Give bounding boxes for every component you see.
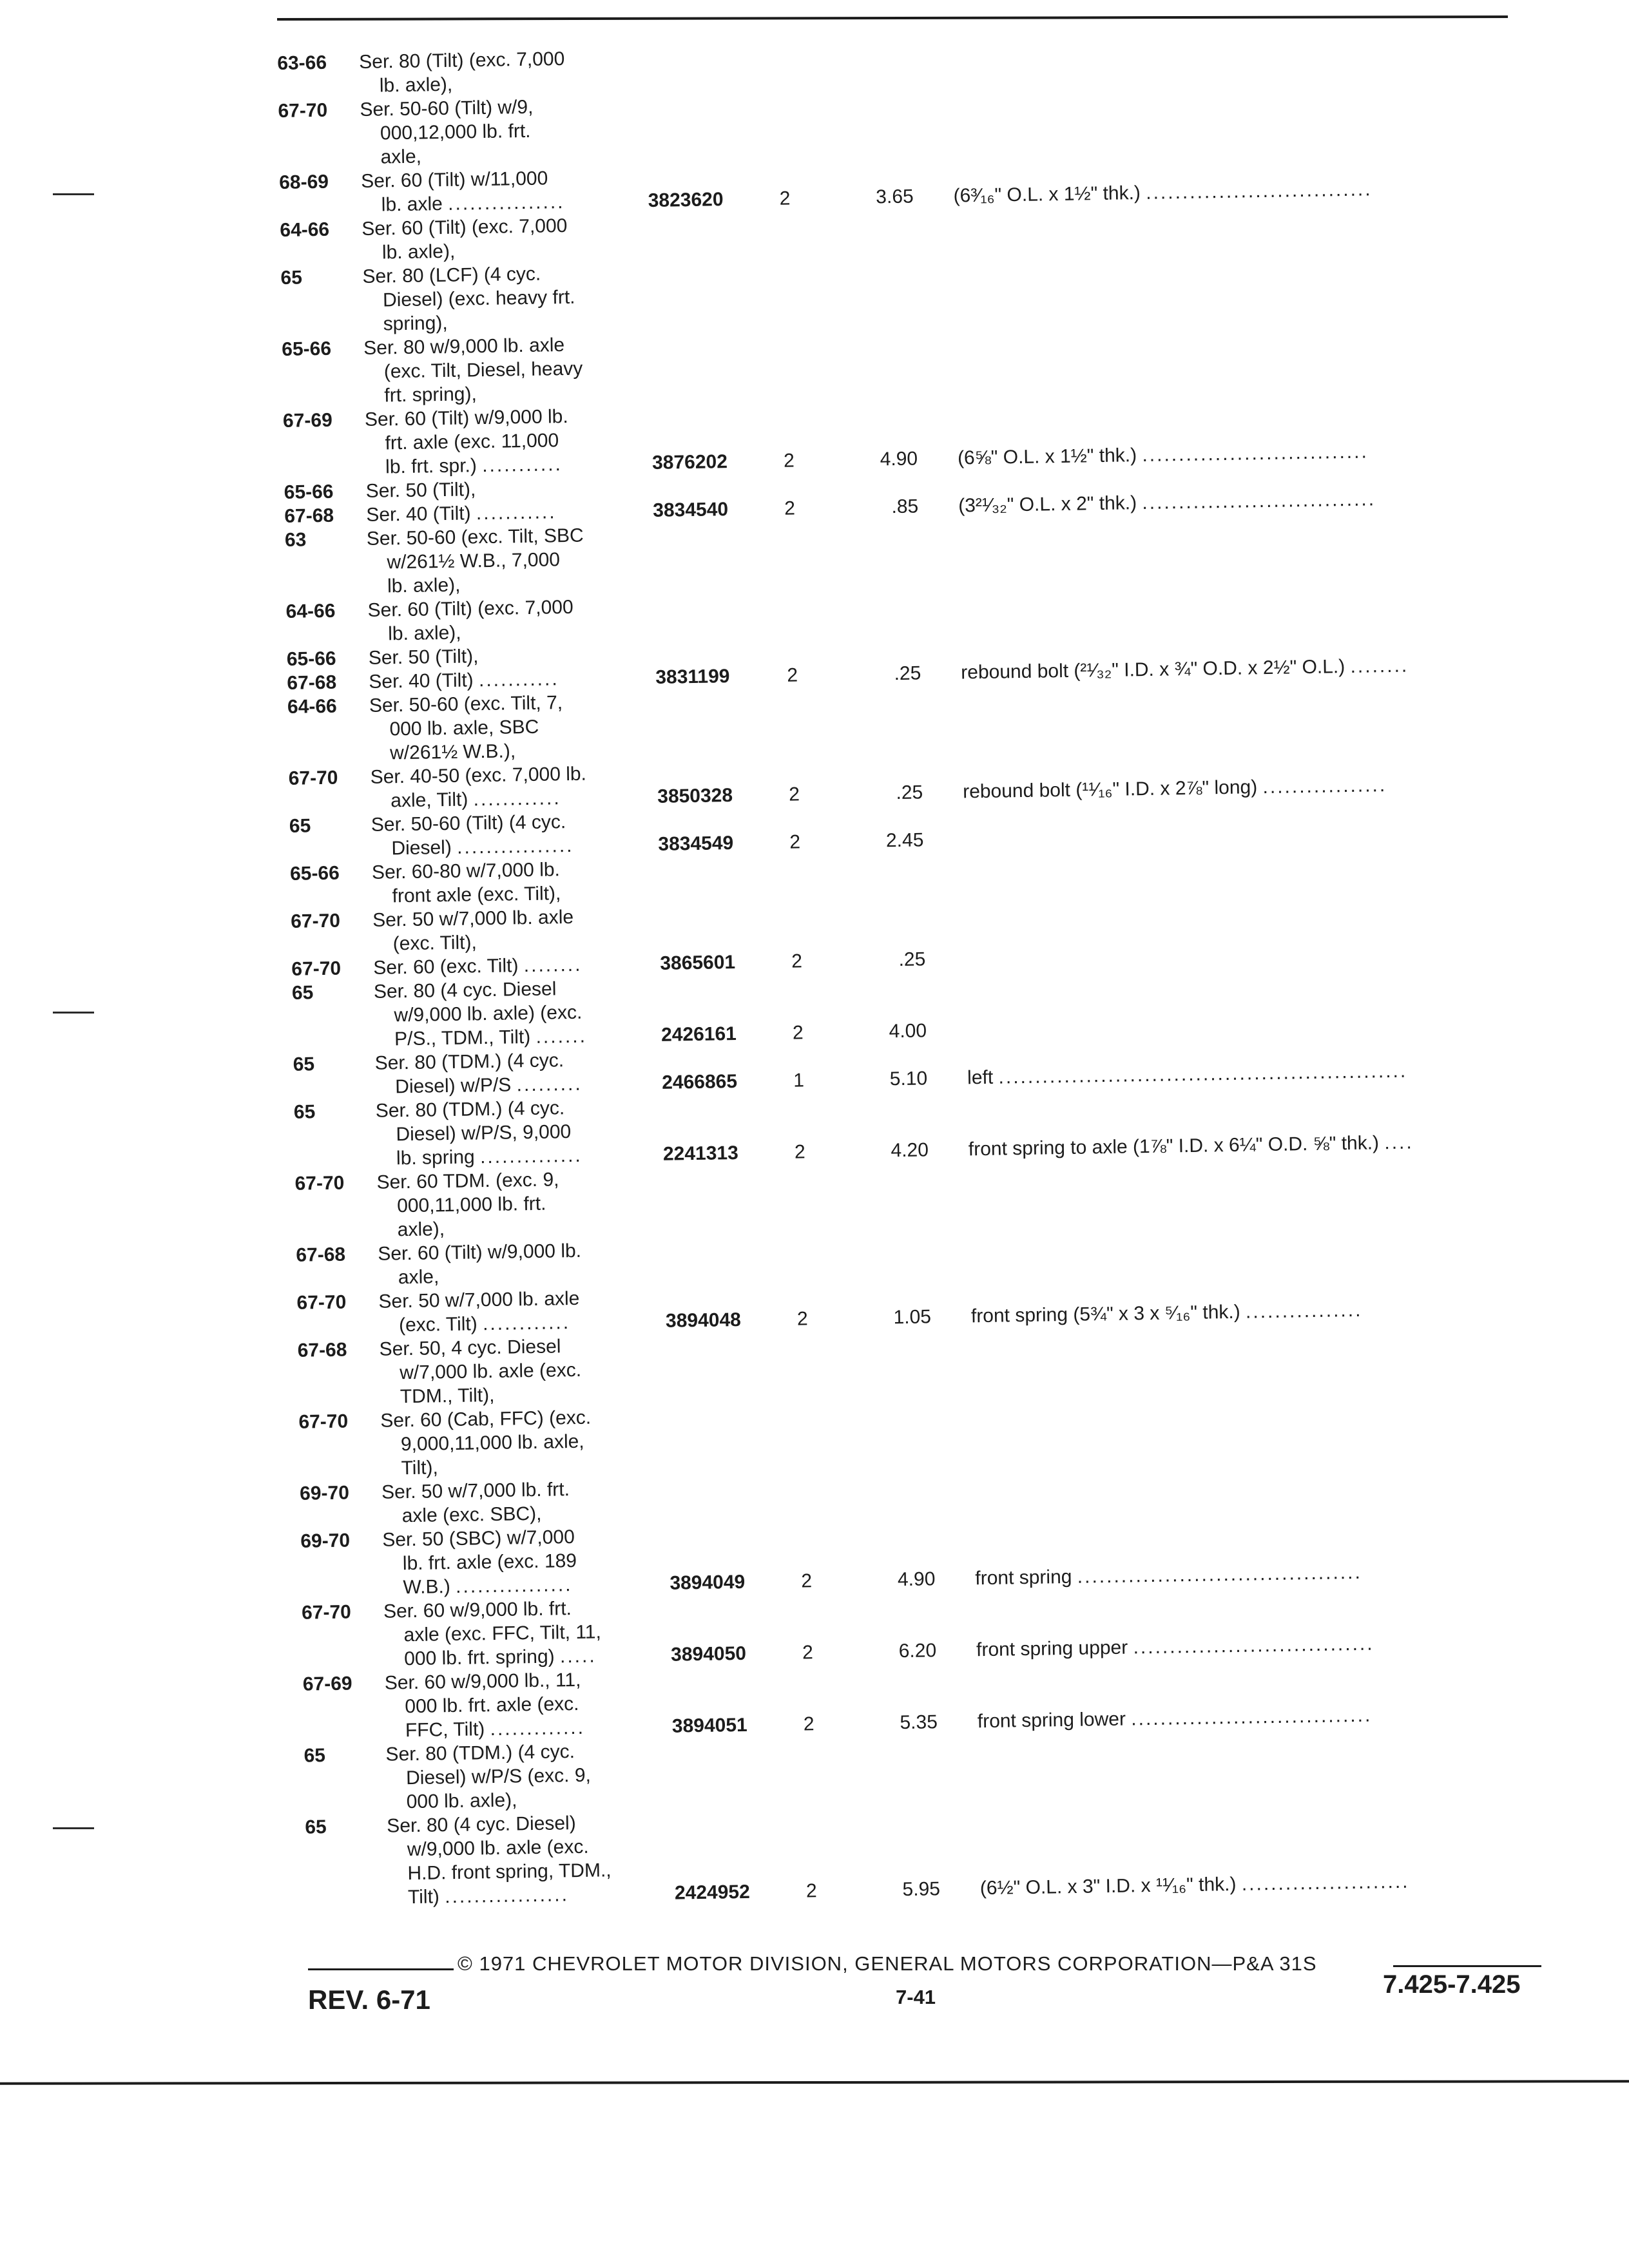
application-text	[378, 1239, 581, 1266]
application-label: lb. axle),	[381, 240, 456, 264]
application-label: Ser. 80 w/9,000 lb. axle	[363, 334, 565, 359]
application-label: lb. axle),	[379, 73, 453, 97]
application-label: Ser. 50-60 (exc. Tilt, 7,	[369, 692, 563, 716]
quantity: 2	[789, 831, 801, 853]
application-label: Diesel) w/P/S (exc. 9,	[405, 1764, 592, 1789]
application-label: W.B.)	[403, 1576, 451, 1599]
price: 1.05	[893, 1306, 932, 1329]
application-label: Ser. 60 w/9,000 lb. frt.	[383, 1598, 572, 1622]
model-years: 65-66	[286, 648, 336, 670]
model-years: 67-70	[301, 1601, 352, 1624]
quantity: 2	[791, 950, 803, 972]
price: 4.20	[891, 1139, 929, 1162]
dot-leader: ................	[455, 1574, 573, 1597]
application-text	[360, 95, 534, 122]
model-years: 67-70	[296, 1291, 347, 1314]
dot-leader: ................	[456, 834, 574, 858]
application-text	[365, 477, 476, 503]
model-years: 65	[293, 1101, 316, 1123]
application-text	[396, 1144, 583, 1171]
remarks-text: rebound bolt (²¹⁄₃₂" I.D. x ¾" O.D. x 2½" O.L.)	[961, 656, 1345, 684]
application-text	[400, 1358, 581, 1385]
application-label: Ser. 50 (Tilt),	[368, 646, 479, 669]
application-text	[382, 240, 456, 265]
dot-leader: ...............................	[1145, 178, 1373, 204]
quantity: 2	[803, 1713, 815, 1735]
application-label: Ser. 80 (TDM.) (4 cyc.	[375, 1097, 565, 1122]
dot-leader: ................	[1245, 1299, 1363, 1323]
application-text	[395, 1072, 583, 1099]
price: 2.45	[885, 829, 924, 852]
application-text	[369, 644, 479, 670]
application-text	[374, 977, 557, 1003]
remarks-text: rebound bolt (¹¹⁄₁₆" I.D. x 2⅞" long)	[962, 776, 1258, 803]
application-text	[366, 500, 557, 527]
dot-leader: ........................................................	[998, 1060, 1408, 1088]
part-number: 3865601	[660, 952, 736, 974]
model-years: 69-70	[299, 1482, 350, 1504]
dot-leader: .................................	[1133, 1633, 1374, 1658]
application-text	[398, 1265, 439, 1289]
dot-leader: .............	[490, 1716, 586, 1740]
application-text	[408, 1883, 569, 1909]
application-text	[399, 1311, 571, 1337]
model-years: 67-70	[294, 1172, 345, 1195]
dot-leader: .......................................	[1077, 1561, 1363, 1588]
remarks-text: (6³⁄₁₆" O.L. x 1½" thk.)	[953, 182, 1141, 207]
remarks-text: front spring	[975, 1566, 1072, 1590]
application-label: Ser. 50 (Tilt),	[365, 479, 476, 502]
quantity: 2	[787, 664, 798, 686]
quantity: 2	[796, 1308, 808, 1330]
part-number: 3894049	[670, 1571, 746, 1594]
dot-leader: ...........	[481, 454, 563, 477]
application-text	[394, 1001, 582, 1028]
application-text	[361, 214, 568, 241]
application-label: 000 lb. frt. axle (exc.	[405, 1693, 579, 1718]
quantity: 2	[802, 1642, 814, 1664]
remarks-text: left	[967, 1066, 994, 1089]
dot-leader: ...........	[478, 668, 559, 691]
application-label: Ser. 50, 4 cyc. Diesel	[379, 1336, 561, 1360]
part-number: 2426161	[660, 1023, 737, 1046]
model-years: 67-68	[284, 505, 334, 527]
application-text	[376, 1096, 565, 1123]
application-label: lb. spring	[396, 1146, 475, 1169]
application-text	[400, 1383, 495, 1408]
application-label: Diesel) w/P/S	[395, 1074, 512, 1098]
application-text	[373, 953, 583, 980]
application-text	[379, 1334, 561, 1361]
model-years: 69-70	[300, 1530, 351, 1552]
application-text	[367, 524, 584, 551]
application-text	[389, 715, 539, 742]
application-label: Ser. 80 (LCF) (4 cyc.	[362, 263, 541, 287]
quantity: 2	[779, 187, 791, 209]
application-label: Ser. 50 w/7,000 lb. axle	[372, 906, 574, 931]
application-text	[397, 1217, 445, 1242]
model-years: 67-68	[296, 1244, 346, 1266]
quantity: 1	[793, 1070, 805, 1091]
application-label: frt. axle (exc. 11,000	[385, 430, 559, 454]
part-number: 3834540	[653, 499, 729, 521]
application-label: Ser. 60 (Cab, FFC) (exc.	[380, 1407, 592, 1432]
model-years: 67-69	[302, 1673, 352, 1695]
page-number: 7-41	[896, 1986, 936, 2008]
model-years: 67-70	[290, 910, 341, 932]
binding-mark	[53, 1827, 94, 1829]
quantity: 2	[783, 450, 795, 472]
part-number: 2241313	[662, 1142, 738, 1165]
application-label: Ser. 50-60 (Tilt) (4 cyc.	[371, 811, 566, 836]
price: 4.90	[897, 1568, 936, 1591]
part-number: 2424952	[674, 1881, 751, 1904]
model-years: 67-68	[287, 671, 337, 694]
dot-leader: ....	[1384, 1131, 1414, 1154]
application-label: Ser. 80 (TDM.) (4 cyc.	[374, 1050, 564, 1074]
application-label: Ser. 40-50 (exc. 7,000 lb.	[370, 763, 587, 788]
application-label: spring),	[383, 312, 448, 335]
application-label: (exc. Tilt)	[398, 1313, 477, 1336]
application-text	[381, 1477, 570, 1504]
application-label: 000 lb. axle),	[406, 1789, 517, 1813]
remarks-text: (6⅝" O.L. x 1½" thk.)	[957, 445, 1137, 469]
price: 4.00	[889, 1020, 927, 1043]
application-label: Ser. 50 w/7,000 lb. axle	[378, 1287, 580, 1312]
price: .25	[896, 782, 923, 804]
price: 4.90	[880, 448, 918, 470]
application-text	[381, 190, 564, 216]
dot-leader: ........	[523, 954, 583, 977]
dot-leader: .................................	[1131, 1704, 1373, 1730]
dot-leader: ................................	[1142, 488, 1376, 514]
dot-leader: ...............................	[1142, 441, 1369, 466]
application-text	[385, 1668, 581, 1695]
application-label: (exc. Tilt, Diesel, heavy	[383, 358, 583, 383]
application-label: Ser. 60 (Tilt) w/11,000	[360, 168, 548, 192]
application-text	[359, 47, 565, 74]
application-text	[405, 1716, 586, 1742]
application-text	[387, 573, 461, 599]
model-years: 67-69	[282, 409, 333, 432]
dot-leader: ...........	[476, 501, 557, 524]
remarks-text: front spring (5¾" x 3 x ⁵⁄₁₆" thk.)	[970, 1301, 1240, 1327]
application-text	[380, 119, 531, 146]
application-label: Tilt),	[401, 1457, 439, 1479]
application-text	[369, 667, 559, 694]
dot-leader: .......................	[1241, 1870, 1410, 1895]
application-text	[380, 145, 421, 169]
dot-leader: .........	[516, 1073, 583, 1096]
price: .25	[894, 662, 921, 685]
application-text	[372, 858, 560, 885]
application-text	[391, 834, 574, 860]
application-text	[367, 595, 574, 622]
application-label: axle),	[397, 1218, 445, 1241]
revision-label: REV. 6-71	[308, 1984, 430, 2015]
application-text	[384, 357, 583, 384]
remarks-text: (6½" O.L. x 3" I.D. x ¹¹⁄₁₆" thk.)	[979, 1873, 1237, 1899]
application-label: 9,000,11,000 lb. axle,	[400, 1430, 584, 1456]
remarks-text: front spring to axle (1⅞" I.D. x 6¼" O.D. ⅝" thk.)	[968, 1132, 1380, 1160]
application-label: 000,12,000 lb. frt.	[380, 120, 531, 144]
application-text	[387, 548, 560, 574]
application-text	[380, 73, 453, 98]
application-text	[369, 691, 563, 718]
application-label: Ser. 50 (SBC) w/7,000	[382, 1526, 575, 1551]
application-text	[392, 881, 561, 908]
model-years: 65-66	[289, 862, 340, 885]
application-text	[378, 1287, 579, 1314]
part-number: 3876202	[651, 451, 728, 474]
dot-leader: .......	[535, 1025, 588, 1048]
quantity: 2	[792, 1022, 804, 1044]
application-text	[407, 1835, 589, 1861]
application-text	[383, 1597, 572, 1624]
quantity: 2	[788, 783, 800, 805]
application-label: front axle (exc. Tilt),	[392, 883, 561, 907]
application-label: Diesel) (exc. heavy frt.	[382, 286, 575, 311]
part-number: 3894050	[670, 1642, 747, 1666]
application-label: axle (exc. SBC),	[401, 1503, 542, 1527]
application-label: 000 lb. frt. spring)	[403, 1646, 555, 1670]
model-years: 68-69	[278, 171, 329, 193]
part-number: 2466865	[661, 1070, 738, 1093]
application-text	[397, 1192, 546, 1218]
application-text	[372, 905, 574, 932]
price: 5.35	[900, 1711, 938, 1734]
application-label: 000,11,000 lb. frt.	[396, 1193, 546, 1217]
application-text	[376, 1168, 559, 1194]
quantity: 2	[801, 1570, 813, 1592]
dot-leader: ............	[473, 787, 561, 811]
application-label: w/7,000 lb. axle (exc.	[399, 1359, 582, 1384]
application-label: frt. spring),	[384, 383, 477, 407]
application-label: Ser. 80 (TDM.) (4 cyc.	[385, 1741, 575, 1765]
part-number: 3831199	[655, 666, 730, 688]
top-rule	[277, 15, 1508, 21]
footer-rule	[1393, 1965, 1541, 1967]
application-text	[385, 452, 563, 479]
application-label: lb. axle),	[387, 622, 461, 645]
dot-leader: ............	[482, 1312, 571, 1335]
model-years: 67-70	[298, 1410, 349, 1433]
application-text	[370, 762, 586, 789]
application-label: Diesel)	[391, 836, 452, 860]
application-text	[403, 1620, 601, 1647]
application-text	[401, 1456, 438, 1480]
application-label: w/9,000 lb. axle) (exc.	[394, 1001, 583, 1026]
model-years: 65	[293, 1053, 315, 1075]
model-years: 67-70	[288, 767, 338, 789]
application-label: Ser. 80 (4 cyc. Diesel)	[387, 1812, 576, 1837]
model-years: 63	[284, 529, 307, 551]
application-label: Ser. 50-60 (Tilt) w/9,	[360, 96, 534, 120]
price: .85	[891, 495, 919, 518]
application-label: Ser. 80 (4 cyc. Diesel	[373, 978, 557, 1003]
footer-rule	[308, 1968, 454, 1970]
bottom-rule	[0, 2080, 1629, 2085]
application-text	[385, 428, 559, 455]
application-text	[396, 1120, 571, 1146]
application-text	[406, 1788, 517, 1814]
application-label: FFC, Tilt)	[405, 1718, 485, 1742]
application-text	[384, 382, 477, 407]
price: 5.95	[902, 1878, 941, 1901]
application-text	[363, 333, 564, 360]
model-years: 67-68	[297, 1339, 347, 1361]
application-text	[401, 1502, 541, 1528]
model-years: 67-70	[291, 957, 342, 980]
application-text	[374, 1048, 564, 1075]
application-text	[406, 1763, 591, 1790]
application-text	[385, 1740, 575, 1767]
application-label: w/261½ W.B.),	[389, 740, 516, 764]
application-label: Ser. 60-80 w/7,000 lb.	[371, 859, 561, 883]
part-number: 3894051	[671, 1714, 747, 1737]
application-text	[388, 621, 461, 646]
quantity: 2	[784, 497, 796, 519]
price: 6.20	[898, 1640, 937, 1662]
application-text	[362, 262, 541, 289]
part-number: 3894048	[665, 1309, 742, 1332]
price: 3.65	[876, 186, 914, 208]
price: .25	[898, 948, 926, 971]
application-label: P/S., TDM., Tilt)	[394, 1026, 531, 1050]
application-text	[383, 285, 575, 312]
dot-leader: ........	[1350, 655, 1409, 677]
application-text	[403, 1573, 573, 1599]
model-years: 65-66	[282, 338, 332, 360]
application-label: Tilt)	[407, 1886, 440, 1908]
copyright-notice: © 1971 CHEVROLET MOTOR DIVISION, GENERAL MOTORS CORPORATION—P&A 31S	[458, 1952, 1317, 1975]
application-label: Ser. 60 (Tilt) w/9,000 lb.	[378, 1240, 582, 1265]
application-label: lb. frt. spr.)	[385, 455, 477, 478]
application-label: Ser. 60 (exc. Tilt)	[373, 955, 519, 979]
application-text	[371, 810, 566, 837]
application-text	[401, 1430, 584, 1456]
application-label: axle,	[398, 1266, 439, 1289]
application-label: lb. frt. axle (exc. 189	[402, 1550, 577, 1575]
application-text	[392, 930, 477, 956]
part-number: 3834549	[658, 832, 734, 855]
dot-leader: ................	[447, 191, 565, 215]
model-years: 65	[289, 815, 311, 837]
application-label: Ser. 60 w/9,000 lb., 11,	[384, 1669, 581, 1694]
price: 5.10	[889, 1068, 928, 1090]
dot-leader: ..............	[479, 1144, 583, 1168]
application-label: Ser. 50-60 (exc. Tilt, SBC	[366, 524, 584, 550]
catalog-entry	[305, 1796, 1569, 1911]
model-years: 65-66	[284, 481, 334, 503]
model-years: 64-66	[287, 695, 337, 718]
dot-leader: .....	[559, 1645, 597, 1667]
application-label: Ser. 40 (Tilt)	[369, 669, 474, 693]
application-label: Ser. 50 w/7,000 lb. frt.	[381, 1479, 570, 1503]
group-number-range: 7.425-7.425	[1383, 1970, 1521, 1999]
part-number: 3850328	[657, 785, 733, 807]
remarks-text: (3²¹⁄₃₂" O.L. x 2" thk.)	[958, 492, 1137, 517]
application-text	[404, 1644, 597, 1671]
binding-mark	[53, 193, 94, 195]
application-label: Ser. 60 (Tilt) (exc. 7,000	[361, 215, 568, 240]
dot-leader: .................	[444, 1884, 570, 1908]
model-years: 65	[305, 1816, 327, 1838]
application-label: w/261½ W.B., 7,000	[387, 549, 561, 573]
application-text	[390, 739, 516, 765]
application-label: TDM., Tilt),	[400, 1384, 495, 1408]
application-text	[405, 1692, 579, 1718]
application-label: Ser. 40 (Tilt)	[366, 503, 471, 526]
application-text	[407, 1858, 612, 1885]
application-text	[387, 1811, 576, 1838]
application-label: Ser. 60 (Tilt) w/9,000 lb.	[364, 405, 568, 430]
application-label: H.D. front spring, TDM.,	[407, 1860, 612, 1885]
application-text	[361, 166, 548, 193]
application-label: Diesel) w/P/S, 9,000	[396, 1121, 572, 1146]
model-years: 65	[291, 982, 314, 1004]
model-years: 65	[304, 1745, 326, 1767]
application-text	[382, 1525, 575, 1552]
binding-mark	[53, 1012, 94, 1014]
application-label: (exc. Tilt),	[392, 932, 477, 955]
model-years: 64-66	[280, 218, 330, 241]
quantity: 2	[794, 1141, 805, 1163]
application-label: Ser. 80 (Tilt) (exc. 7,000	[359, 48, 565, 73]
model-years: 67-70	[278, 99, 328, 122]
part-number: 3823620	[648, 189, 724, 211]
application-text	[383, 311, 448, 336]
application-text	[380, 1406, 591, 1433]
application-label: w/9,000 lb. axle (exc.	[407, 1836, 589, 1861]
application-text	[394, 1024, 587, 1052]
model-years: 64-66	[285, 600, 336, 622]
application-label: lb. axle),	[387, 574, 461, 597]
application-text	[365, 405, 568, 432]
application-label: lb. axle	[381, 193, 443, 216]
quantity: 2	[805, 1880, 817, 1902]
application-label: axle,	[380, 146, 422, 168]
application-label: Ser. 60 TDM. (exc. 9,	[376, 1169, 559, 1193]
remarks-text: front spring upper	[976, 1637, 1128, 1661]
application-label: Ser. 60 (Tilt) (exc. 7,000	[367, 596, 574, 621]
parts-table	[277, 32, 1569, 1910]
application-label: axle (exc. FFC, Tilt, 11,	[403, 1621, 602, 1646]
dot-leader: .................	[1262, 774, 1387, 798]
model-years: 63-66	[277, 52, 327, 74]
model-years: 65	[280, 267, 303, 289]
application-label: 000 lb. axle, SBC	[389, 716, 539, 740]
application-text	[390, 786, 561, 812]
application-text	[403, 1549, 577, 1575]
application-label: axle, Tilt)	[390, 789, 468, 812]
remarks-text: front spring lower	[977, 1708, 1126, 1733]
